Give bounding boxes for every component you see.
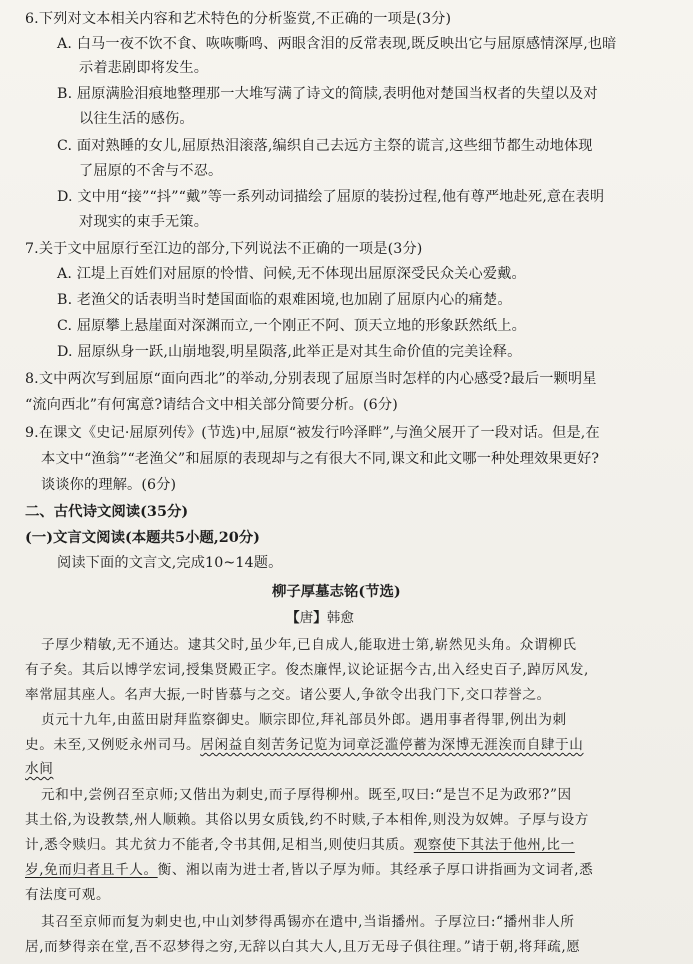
question-8-line-2: “流向西北”有何寓意?请结合文中相关部分简要分析。(6分) xyxy=(25,397,398,413)
passage-p2-line-2 xyxy=(25,736,583,754)
passage-p3-line-5: 有法度可观。 xyxy=(25,887,111,903)
passage-p4-line-2: 居,而梦得亲在堂,吾不忍梦得之穷,无辞以白其大人,且万无母子俱往理。”请于朝,将拜疏,愿 xyxy=(25,939,581,955)
passage-p1-line-3: 率常屈其座人。名声大振,一时皆慕与之交。诸公要人,争欲令出我门下,交口荐誉之。 xyxy=(25,687,551,703)
question-6-option-c-cont: 了屈原的不舍与不忍。 xyxy=(79,163,223,179)
passage-p3-line-1: 元和中,尝例召至京师;又偕出为刺史,而子厚得柳州。既至,叹曰:“是岂不足为政邪?”因 xyxy=(41,787,572,803)
question-7-option-d: D. 屈原纵身一跃,山崩地裂,明星陨落,此举正是对其生命价值的完美诠释。 xyxy=(57,344,522,360)
author: 韩愈 xyxy=(326,610,354,626)
question-6-option-a: A. 白马一夜不饮不食、咴咴嘶鸣、两眼含泪的反常表现,既反映出它与屈原感情深厚,也暗 xyxy=(57,36,617,52)
question-9-line-1: 9.在课文《史记·屈原列传》(节选)中,屈原“被发行吟泽畔”,与渔父展开了一段对话。但是,在 xyxy=(25,425,600,441)
passage-p2-marked-sentence: 居闲益自刻苦务记览为词章泛滥停蓄为深博无涯涘而自肆于山 xyxy=(200,737,584,753)
dynasty: 唐 xyxy=(299,610,314,626)
section-2-header: 二、古代诗文阅读(35分) xyxy=(25,503,189,520)
dynasty-close-bracket: 】 xyxy=(313,610,327,626)
question-8-line-1: 8.文中两次写到屈原“面向西北”的举动,分别表现了屈原当时怎样的内心感受?最后一颗明星 xyxy=(25,371,597,387)
passage-p3-line-4-text: 衡、湘以南为进士者,皆以子厚为师。其经承子厚口讲指画为文词者,悉 xyxy=(157,862,594,878)
passage-p2-line-3 xyxy=(25,760,53,778)
question-6-option-a-cont: 示着悲剧即将发生。 xyxy=(79,60,209,76)
question-9-line-2: 本文中“渔翁”“老渔父”和屈原的表现却与之有很大不同,课文和此文哪一种处理效果更好? xyxy=(41,451,600,467)
question-7-option-c: C. 屈原攀上悬崖面对深渊而立,一个刚正不阿、顶天立地的形象跃然纸上。 xyxy=(57,318,526,334)
question-6-option-d: D. 文中用“接”“抖”“戴”等一系列动词描绘了屈原的装扮过程,他有尊严地赴死,意在表明 xyxy=(57,189,605,205)
passage-p3-underlined-sentence-end: 岁,免而归者且千人。 xyxy=(25,862,158,878)
passage-p2-line-2-text: 史。未至,又例贬永州司马。 xyxy=(25,737,201,753)
dynasty-open-bracket: 【 xyxy=(286,610,300,626)
question-7-stem: 7.关于文中屈原行至江边的部分,下列说法不正确的一项是(3分) xyxy=(25,241,423,257)
passage-p3-line-3-text: 计,悉令赎归。其尤贫力不能者,令书其佣,足相当,则使归其质。 xyxy=(25,837,414,853)
passage-p3-underlined-sentence: 观察使下其法于他州,比一 xyxy=(413,837,575,853)
question-9-line-3: 谈谈你的理解。(6分) xyxy=(41,477,177,493)
passage-p4-line-1: 其召至京师而复为刺史也,中山刘梦得禹锡亦在遣中,当诣播州。子厚泣曰:“播州非人所 xyxy=(41,914,575,930)
passage-p2-line-1: 贞元十九年,由蓝田尉拜监察御史。顺宗即位,拜礼部员外郎。遇用事者得罪,例出为刺 xyxy=(41,712,567,728)
question-6-stem: 6.下列对文本相关内容和艺术特色的分析鉴赏,不正确的一项是(3分) xyxy=(25,11,452,27)
question-6-option-b-cont: 以往生活的感伤。 xyxy=(79,111,194,127)
question-6-option-b: B. 屈原满脸泪痕地整理那一大堆写满了诗文的简牍,表明他对楚国当权者的失望以及对 xyxy=(57,86,598,102)
passage-p3-line-2: 其土俗,为设教禁,州人顺赖。其俗以男女质钱,约不时赎,子本相侔,则没为奴婢。子厚与设方 xyxy=(25,812,589,828)
passage-p3-line-3 xyxy=(25,836,575,854)
passage-p3-line-4 xyxy=(25,861,593,879)
section-2-subheader: (一)文言文阅读(本题共5小题,20分) xyxy=(25,529,260,546)
question-7-option-b: B. 老渔父的话表明当时楚国面临的艰难困境,也加剧了屈原内心的痛楚。 xyxy=(57,292,512,308)
question-6-option-c: C. 面对熟睡的女儿,屈原热泪滚落,编织自己去远方主祭的谎言,这些细节都生动地体现 xyxy=(57,138,593,154)
question-6-option-d-cont: 对现实的束手无策。 xyxy=(79,214,209,230)
section-2-instruction: 阅读下面的文言文,完成10~14题。 xyxy=(57,555,283,571)
passage-byline xyxy=(286,609,354,627)
passage-title: 柳子厚墓志铭(节选) xyxy=(272,583,401,600)
passage-p1-line-1: 子厚少精敏,无不通达。逮其父时,虽少年,已自成人,能取进士第,崭然见头角。众谓柳氏 xyxy=(41,637,577,653)
passage-p2-marked-sentence-end: 水间 xyxy=(25,761,54,777)
question-7-option-a: A. 江堤上百姓们对屈原的怜惜、问候,无不体现出屈原深受民众关心爱戴。 xyxy=(57,266,526,282)
passage-p1-line-2: 有子矣。其后以博学宏词,授集贤殿正字。俊杰廉悍,议论证据今古,出入经史百子,踔厉风发, xyxy=(25,662,589,678)
